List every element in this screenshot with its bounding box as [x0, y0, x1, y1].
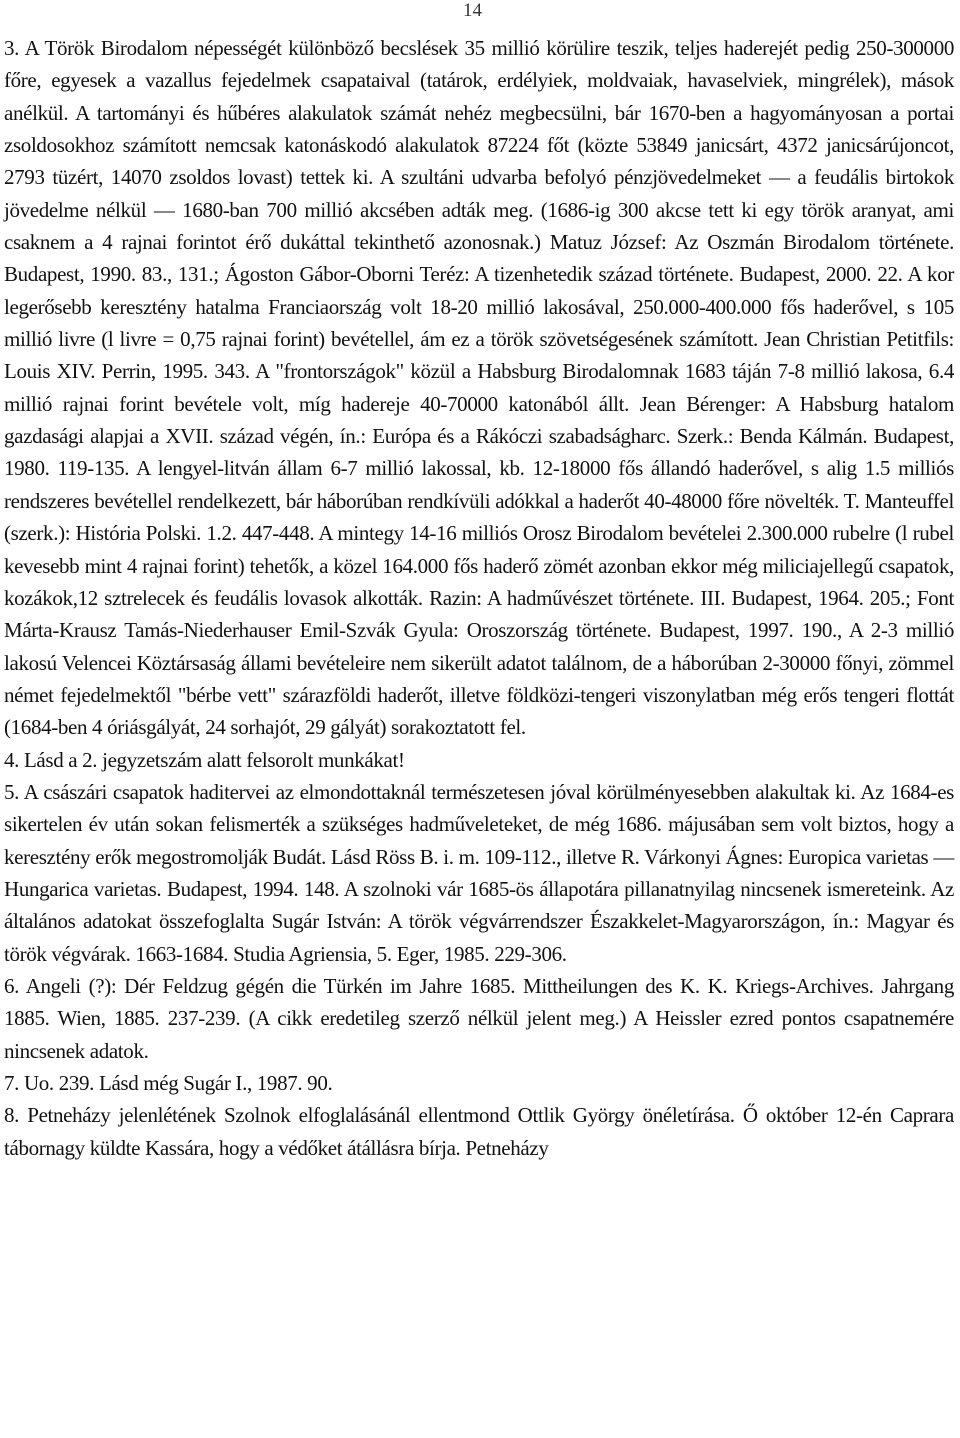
footnote-3: 3. A Török Birodalom népességét különböző becslések 35 millió körülire teszik, teljes haderejét pedig 250-300000 főre, egyesek a vazallus fejedelmek csapataival (tatárok, erdélyiek, moldvaiak, havaselviek, mingrélek), mások anélkül. A tartományi és hűbéres alakulatok számát nehéz megbecsülni, bár 1670-ben a hagyományosan a portai zsoldosokhoz számított nemcsak katonáskodó alakulatok 87224 főt (közte 53849 janicsárt, 4372 janicsárújoncot, 2793 tüzért, 14070 zsoldos lovast) tettek ki. A szultáni udvarba befolyó pénzjövedelmeket — a feudális birtokok jövedelme nélkül — 1680-ban 700 millió akcsében adták meg. (1686-ig 300 akcse tett ki egy török aranyat, ami csaknem a 4 rajnai forintot érő dukáttal tekinthető azonosnak.) Matuz József: Az Oszmán Birodalom története. Budapest, 1990. 83., 131.; Ágoston Gábor-Oborni Teréz: A tizenhetedik század története. Budapest, 2000. 22. A kor legerősebb keresztény hatalma Franciaország volt 18-20 millió lakosával, 250.000-400.000 fős haderővel, s 105 millió livre (l livre = 0,75 rajnai forint) bevétellel, ám ez a török szövetségesének számított. Jean Christian Petitfils: Louis XIV. Perrin, 1995. 343. A "frontországok" közül a Habsburg Birodalomnak 1683 táján 7-8 millió lakosa, 6.4 millió rajnai forint bevétele volt, míg hadereje 40-70000 katonából állt. Jean Bérenger: A Habsburg hatalom gazdasági alapjai a XVII. század végén, ín.: Európa és a Rákóczi szabadságharc. Szerk.: Benda Kálmán. Budapest, 1980. 119-135. A lengyel-litván állam 6-7 millió lakossal, kb. 12-18000 fős állandó haderővel, s alig 1.5 milliós rendszeres bevétellel rendelkezett, bár háborúban rendkívüli adókkal a haderőt 40-48000 főre növelték. T. Manteuffel (szerk.): História Polski. 1.2. 447-448. A mintegy 14-16 milliós Orosz Birodalom bevételei 2.300.000 rubelre (l rubel kevesebb mint 4 rajnai forint) tehetők, a közel 164.000 fős haderő zömét azonban ekkor még miliciajellegű csapatok, kozákok,12 sztrelecek és feudális lovasok alkották. Razin: A hadművészet története. III. Budapest, 1964. 205.; Font Márta-Krausz Tamás-Niederhauser Emil-Szvák Gyula: Oroszország története. Budapest, 1997. 190., A 2-3 millió lakosú Velencei Köztársaság állami bevételeire nem sikerült adatot találnom, de a háborúban 2-30000 főnyi, zömmel német fejedelmektől "bérbe vett" szárazföldi haderőt, illetve földközi-tengeri viszonylatban még erős tengeri flottát (1684-ben 4 óriásgályát, 24 sorhajót, 29 gályát) sorakoztatott fel. — [4, 36, 954, 740]
footnote-8: 8. Petneházy jelenlétének Szolnok elfoglalásánál ellentmond Ottlik György önéletírása. Ő október 12-én Caprara tábornagy küldte Kassára, hogy a védőket átállásra bírja. Petneházy — [4, 1103, 954, 1160]
page-number: 14 — [463, 0, 482, 21]
footnote-6: 6. Angeli (?): Dér Feldzug gégén die Türkén im Jahre 1685. Mittheilungen des K. K. Kriegs-Archives. Jahrgang 1885. Wien, 1885. 237-239. (A cikk eredetileg szerző nélkül jelent meg.) A Heissler ezred pontos csapatnemére nincsenek adatok. — [4, 973, 954, 1063]
footnote-7: 7. Uo. 239. Lásd még Sugár I., 1987. 90. — [4, 1071, 333, 1095]
footnote-5: 5. A császári csapatok haditervei az elmondottaknál természetesen jóval körülményesebben alakultak ki. Az 1684-es sikertelen év után sokan felismerték a szükséges hadműveleteket, de még 1686. májusában sem volt biztos, hogy a keresztény erők megostromolják Budát. Lásd Röss B. i. m. 109-112., illetve R. Várkonyi Ágnes: Europica varietas — Hungarica varietas. Budapest, 1994. 148. A szolnoki vár 1685-ös állapotára pillanatnyilag nincsenek ismereteink. Az általános adatokat összefoglalta Sugár István: A török végvárrendszer Északkelet-Magyarországon, ín.: Magyar és török végvárak. 1663-1684. Studia Agriensia, 5. Eger, 1985. 229-306. — [4, 779, 954, 966]
footnotes-section — [4, 32, 954, 1164]
footnote-4: 4. Lásd a 2. jegyzetszám alatt felsorolt munkákat! — [4, 747, 405, 772]
